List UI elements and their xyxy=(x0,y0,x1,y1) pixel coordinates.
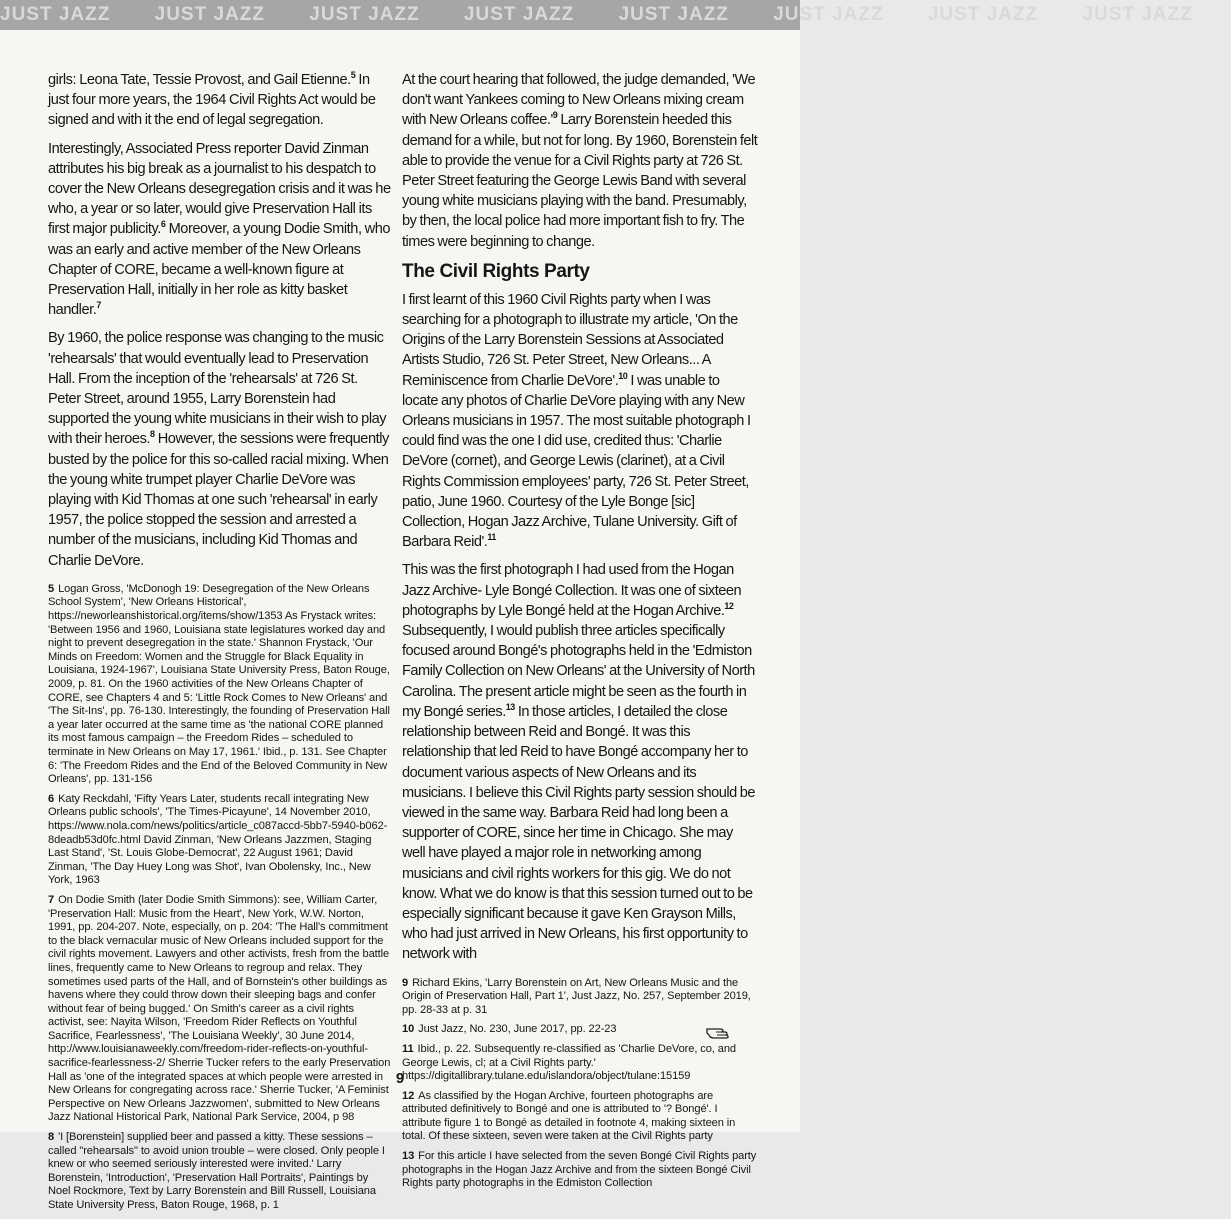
footnote: 5 Logan Gross, 'McDonogh 19: Desegregation of the New Orleans School System', 'New Orleans Historical', https://neworleanshistorical.org/items/show/1353 As Frystack writes: 'Between 1956 and 1960, Louisiana state legislatures worked day and night to prevent desegregation in the state.' Shannon Frystack, 'Our Minds on Freedom: Women and the Struggle for Black Equality in Louisiana, 1924-1967', Louisiana State University Press, Baton Rouge, 2009, p. 81. On the 1960 activities of the New Orleans Chapter of CORE, see Chapters 4 and 5: 'Little Rock Comes to New Orleans' and 'The Sit-Ins', pp. 76-130. Interestingly, the founding of Preservation Hall a year later occurred at the same time as 'the national CORE planned its most famous campaign – the Freedom Rides – scheduled to terminate in New Orleans on May 17, 1961.' Ibid., p. 131. See Chapter 6: 'The Freedom Rides and the End of the Beloved Community in New Orleans', pp. 131-156 xyxy=(48,582,390,786)
right-column xyxy=(402,70,758,1197)
footnote-ref[interactable]: 11 xyxy=(487,532,496,543)
banner-text: JUST JAZZ xyxy=(1082,4,1193,25)
body-paragraph: Interestingly, Associated Press reporter David Zinman attributes his big break as a journalist to his despatch to cover the New Orleans desegregation crisis and it was he who, a year or so later, would give Preservation Hall its first major publicity.$^6$ Moreover, a young Dodie Smith, who was an early and active member of the New Orleans Chapter of CORE, became a well-known figure at Preservation Hall, initially in her role as kitty basket handler.$^7$ xyxy=(48,140,391,319)
body-paragraph: I first learnt of this 1960 Civil Rights party when I was searching for a photograph to illustrate my article, 'On the Origins of the Larry Borenstein Sessions at Associated Artists Studio, 726 St. Peter Street, New Orleans... A Reminiscence from Charlie DeVore'.$^{10}$ I was unable to locate any photos of Charlie DeVore playing with any New Orleans musicians in 1957. The most suitable photograph I could find was the one I did use, credited thus: 'Charlie DeVore (cornet), and George Lewis (clarinet), at a Civil Rights Commission employees' party, 726 St. Peter Street, patio, June 1960. Courtesy of the Lyle Bonge [sic] Collection, Hogan Jazz Archive, Tulane University. Gift of Barbara Reid'.$^{11}$ xyxy=(402,291,751,551)
header-banner xyxy=(0,0,1193,30)
body-paragraph: At the court hearing that followed, the judge demanded, 'We don't want Yankees coming to New Orleans mixing cream with New Orleans $coffee.'^9$ Larry Borenstein heeded this demand for a while, but not for long. By 1960, Borenstein felt able to provide the venue for a Civil Rights party at 726 St. Peter Street featuring the George Lewis Band with several young white musicians playing with the band. Presumably, by then, the local police had more important fish to fry. The times were beginning to change. xyxy=(402,72,758,250)
footnote: 9 Richard Ekins, 'Larry Borenstein on Art, New Orleans Music and the Origin of Preservation Hall, Part 1', Just Jazz, No. 257, September 2019, pp. 28-33 at p. 31 xyxy=(402,976,751,1016)
section-heading: The Civil Rights Party xyxy=(402,260,590,282)
footnote-ref[interactable]: 6 xyxy=(160,219,166,230)
footnote-ref[interactable]: 7 xyxy=(96,300,101,311)
banner-text: JUST JAZZ xyxy=(309,4,420,25)
banner-text: JUST JAZZ xyxy=(618,4,729,25)
footnote: 8 'I [Borenstein] supplied beer and passed a kitty. These sessions – called "rehearsals" to avoid union trouble – were closed. Only people I knew or who seemed seriously interested were invited.' Larry Borenstein, 'Introduction', 'Preservation Hall Portraits', Paintings by Noel Rockmore, Text by Larry Borenstein and Bill Russell, Louisiana State University Press, Baton Rouge, 1968, p. 1 xyxy=(48,1131,385,1211)
page-number: 9 xyxy=(395,1070,405,1087)
footnote-ref[interactable]: 12 xyxy=(724,601,734,612)
footnote-ref[interactable]: 9 xyxy=(552,110,558,121)
left-column xyxy=(48,70,392,1219)
banner-text: JUST JAZZ xyxy=(463,4,575,25)
footnote-ref[interactable]: 5 xyxy=(350,70,356,81)
footnote: 7 On Dodie Smith (later Dodie Smith Simmons): see, William Carter, 'Preservation Hall: Music from the Heart', New York, W.W. Norton, 1991, pp. 204-207. Note, especially, on p. 204: 'The Hall's commitment to the black vernacular music of New Orleans included support for the civil rights movement. Lawyers and other activists, fresh from the battle lines, frequently came to New Orleans to regroup and relax. They sometimes used parts of the Hall, and of Bornstein's other buildings as havens where they could throw down their sleeping bags and confer without fear of being bugged.' On Smith's career as a civil rights activist, see: Nayita Wilson, 'Freedom Rider Reflects on Youthful Sacrifice, Fearlessness', 'The Louisiana Weekly', 30 June 2014, http://www.louisianaweekly.com/freedom-rider-reflects-on-youthful-sacrifice-fearlessness-2/ Sherrie Tucker refers to the early Preservation Hall as 'one of the integrated spaces at which people were arrested in New Orleans for congregating across race.' Sherrie Tucker, 'A Feminist Perspective on New Orleans Jazzwomen', submitted to New Orleans Jazz National Historical Park, National Park Service, 2004, p 98 xyxy=(48,893,391,1124)
footnote: 11 Ibid., p. 22. Subsequently re-classified as 'Charlie DeVore, co, and George Lewis, cl; at a Civil Rights party.' https://digitallibrary.tulane.edu/islandora/object/tulane:15159 xyxy=(402,1042,736,1083)
footnote: 10 Just Jazz, No. 230, June 2017, pp. 22-23 xyxy=(402,1023,617,1036)
banner-text: JUST JAZZ xyxy=(773,4,884,25)
body-paragraph: This was the first photograph I had used from the Hogan Jazz Archive- Lyle Bongé Collection. It was one of sixteen photographs by Lyle Bongé held at the Hogan Archive.$^{12}$ Subsequently, I would publish three articles specifically focused around Bongé's photographs held in the 'Edmiston Family Collection on New Orleans' at the University of North Carolina. The present article might be seen as the fourth in my Bongé series.$^{13}$ In those articles, I detailed the close relationship between Reid and Bongé. It was this relationship that led Reid to have Bongé accompany her to document various aspects of New Orleans and its musicians. I believe this Civil Rights party session should be viewed in the same way. Barbara Reid had long been a supporter of CORE, since her time in Chicago. She may well have played a major role in networking among musicians and civil rights workers for this gig. We do not know. What we do know is that this session turned out to be especially significant because it gave Ken Grayson Mills, who had just arrived in New Orleans, his first opportunity to network with xyxy=(402,562,756,963)
footnote-ref[interactable]: 8 xyxy=(150,429,155,440)
body-paragraph: girls: Leona Tate, Tessie Provost, and Gail Etienne.$^5$ In just four more years, the 1964 Civil Rights Act would be signed and with it the end of legal segregation. xyxy=(48,70,376,129)
footnote-ref[interactable]: 13 xyxy=(505,702,515,713)
footnote: 6 Katy Reckdahl, 'Fifty Years Later, students recall integrating New Orleans public schools', 'The Times-Picayune', 14 November 2010, https://www.nola.com/news/politics/article_c087accd-5bb7-5940-b062-8deadb53d0fc.html David Zinman, 'New Orleans Jazzmen, Staging Last Stand', 'St. Louis Globe-Democrat', 22 August 1961; David Zinman, 'The Day Huey Long was Shot', Ivan Obolensky, Inc., New York, 1963 xyxy=(48,792,388,887)
pointing-hand-icon[interactable] xyxy=(706,1022,732,1040)
footnotes-left xyxy=(48,583,392,1213)
banner-text: JUST JAZZ xyxy=(154,4,265,25)
footnote-ref[interactable]: 10 xyxy=(618,370,628,381)
banner-text: JUST JAZZ xyxy=(927,4,1039,25)
footnote: 12 As classified by the Hogan Archive, fourteen photographs are attributed definitively to Bongé and one is attributed to '? Bongé'. I attribute figure 1 to Bongé as detailed in footnote 4, making sixteen in total. Of these sixteen, seven were taken at the Civil Rights party xyxy=(402,1089,736,1143)
body-paragraph: By 1960, the police response was changing to the music 'rehearsals' that would eventually lead to Preservation Hall. From the inception of the 'rehearsals' at 726 St. Peter Street, around 1955, Larry Borenstein had supported the young white musicians in their wish to play with their heroes.$^8$ However, the sessions were frequently busted by the police for this so-called racial mixing. When the young white trumpet player Charlie DeVore was playing with Kid Thomas at one such 'rehearsal' in early 1957, the police stopped the session and arrested a number of the musicians, including Kid Thomas and Charlie DeVore. xyxy=(48,330,389,569)
footnote: 13 For this article I have selected from the seven Bongé Civil Rights party photographs in the Hogan Jazz Archive and from the sixteen Bongé Civil Rights party photographs in the Edmiston Collection xyxy=(402,1150,757,1190)
banner-text: JUST JAZZ xyxy=(0,4,111,25)
